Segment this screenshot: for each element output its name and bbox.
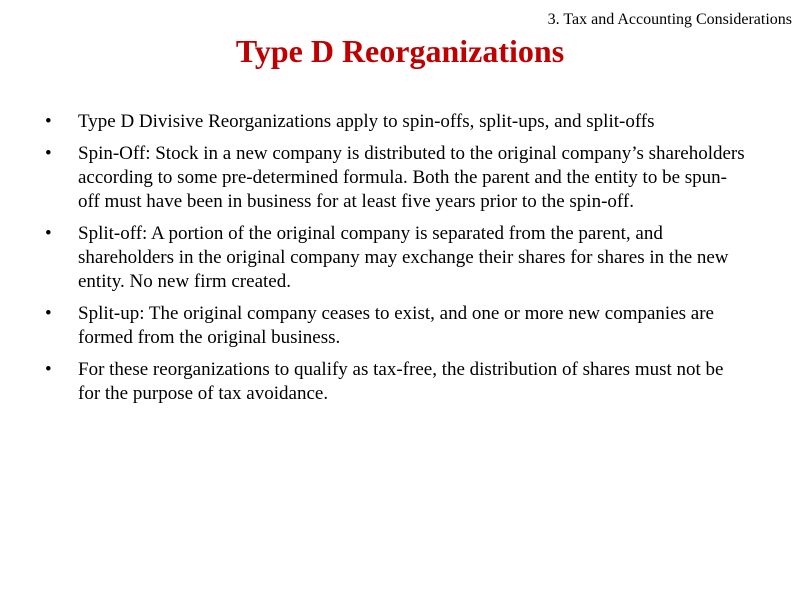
bullet-item bbox=[45, 358, 745, 406]
bullet-marker: • bbox=[45, 359, 52, 380]
bullet-text: Split-off: A portion of the original company is separated from the parent, and shareholders in the original company may exchange their shares for shares in the new entity. No new firm created. bbox=[78, 223, 729, 292]
bullet-text: Spin-Off: Stock in a new company is distributed to the original company’s shareholders according to some pre-determined formula. Both the parent and the entity to be spun-off must have been in business for at least five years prior to the spin-off. bbox=[78, 143, 745, 212]
bullet-marker: • bbox=[45, 143, 52, 164]
slide-title: Type D Reorganizations bbox=[235, 33, 565, 69]
bullet-marker: • bbox=[45, 223, 52, 244]
bullet-text: Split-up: The original company ceases to exist, and one or more new companies are formed from the original business. bbox=[78, 303, 714, 348]
bullet-marker: • bbox=[45, 111, 52, 132]
bullet-item bbox=[45, 142, 745, 214]
bullet-item bbox=[45, 302, 745, 350]
bullet-item bbox=[45, 110, 745, 134]
bullet-text: For these reorganizations to qualify as tax-free, the distribution of shares must not be for the purpose of tax avoidance. bbox=[78, 359, 724, 404]
bullet-item bbox=[45, 222, 745, 294]
bullet-list bbox=[45, 110, 745, 414]
bullet-text: Type D Divisive Reorganizations apply to spin-offs, split-ups, and split-offs bbox=[78, 111, 655, 132]
section-label: 3. Tax and Accounting Considerations bbox=[547, 11, 792, 28]
bullet-marker: • bbox=[45, 303, 52, 324]
